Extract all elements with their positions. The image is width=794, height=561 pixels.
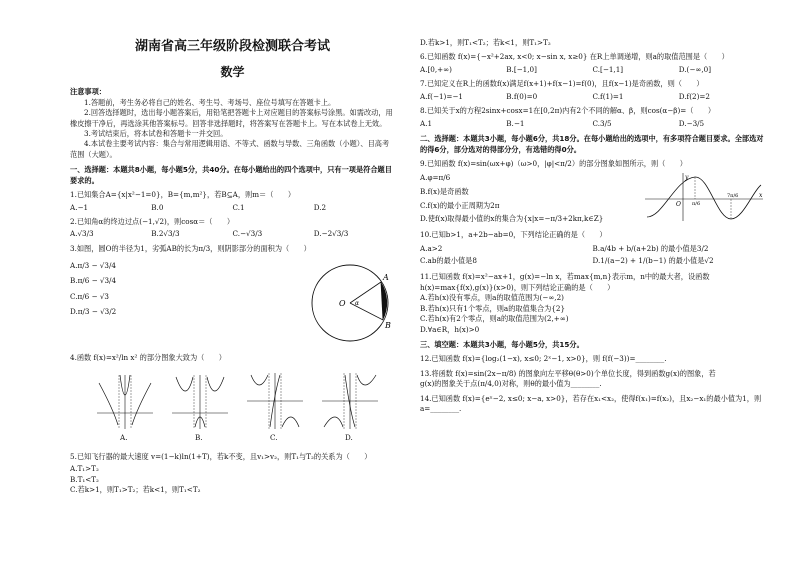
notice-item: 4.本试卷主要考试内容：集合与常用逻辑用语、不等式、函数与导数、三角函数（小题）、目高考范围（大题）。: [70, 139, 390, 159]
question-14: [420, 394, 765, 415]
question-12: [420, 354, 765, 364]
question-10: [420, 230, 765, 268]
option-b: B.−1: [506, 118, 525, 128]
exam-subject: 数学: [220, 64, 245, 79]
option-c: C.若k>1，则T₁>T₂；若k<1，则T₁<T₂: [70, 485, 201, 495]
sine-graph: [645, 171, 765, 223]
graph-a: [95, 371, 155, 431]
question-stem: 2.已知角α的终边过点(−1,√2)，则cosα＝（ ）: [70, 217, 235, 227]
question-4: [70, 353, 395, 448]
graph-label-d: D.: [345, 432, 353, 442]
question-stem: 3.如图，圆O的半径为1，劣弧AB的长为π/3，则阴影部分的面积为（ ）: [70, 243, 311, 253]
graph-label-c: C.: [270, 432, 278, 442]
option-a: A.T₁>T₂: [70, 464, 99, 474]
question-stem: 12.已知函数 f(x)={log₂(1−x), x≤0; 2ˣ−1, x>0}，则 f(f(−3))=________.: [420, 354, 667, 364]
option-b: B.a/4b + b/(a+2b) 的最小值是3/2: [592, 243, 709, 253]
question-stem: 6.已知函数 f(x)={−x²+2ax, x<0; x−sin x, x≥0} 在R上单调递增，则a的取值范围是（ ）: [420, 52, 729, 62]
option-b: B.T₁<T₂: [70, 474, 99, 484]
graph-d: [320, 371, 380, 431]
question-stem: 13.将函数 f(x)=sin(2x−π/8) 的图象向左平移θ(θ>0)个单位长度，得到函数g(x)的图象，若: [420, 368, 716, 378]
graph-b: [170, 371, 230, 431]
question-5: [70, 452, 395, 496]
notice-header: 注意事项：: [70, 87, 106, 97]
option-a: A.−1: [70, 202, 89, 212]
label-b: B: [385, 320, 391, 330]
question-8: [420, 106, 765, 129]
question-stem: 1.已知集合A={x|x²−1=0}，B={m,m²}，若B⊆A，则m＝（ ）: [70, 190, 296, 200]
section-one-header: 一、选择题：本题共8小题，每小题5分，共40分。在每小题给出的四个选项中，只有一项是符合题目要求的。: [70, 165, 392, 185]
option-d: D.π/3 − √3/2: [70, 306, 117, 316]
option-c: C.1: [232, 202, 245, 212]
option-c: C.f(1)=1: [592, 91, 624, 101]
question-3: [70, 244, 395, 349]
graph-origin: O: [676, 200, 681, 208]
section-two-header: 二、选择题：本题共3小题，每小题6分，共18分。在每小题给出的选项中，有多项符合题目要求。全部选对的得6分，部分选对的得部分分，有选错的得0分。: [420, 134, 764, 154]
option-c: C.[−1,1]: [592, 64, 624, 74]
question-13: [420, 369, 765, 390]
option-d: D.∀a∈R，h(x)>0: [420, 324, 480, 334]
circle-figure: [305, 258, 395, 348]
option-d: D.−2√3/3: [313, 229, 349, 239]
option-d: D.2: [313, 202, 327, 212]
question-11: [420, 272, 765, 335]
option-a: A.1: [420, 118, 433, 128]
option-b: B.f(0)=0: [506, 91, 538, 101]
option-a: A.若h(x)没有零点，则a的取值范围为(−∞,2): [420, 293, 564, 303]
question-stem-cont: g(x)的图象关于点(π/4,0)对称，则θ的最小值为________.: [420, 379, 602, 389]
graph-label-b: B.: [195, 432, 203, 442]
question-stem: 10.已知b>1，a+2b−ab=0，下列结论正确的是（ ）: [420, 230, 607, 240]
exam-title: 湖南省高三年级阶段检测联合考试: [134, 39, 330, 54]
notice-item: 1.答题前，考生务必将自己的姓名、考生号、考场号、座位号填写在答题卡上。: [84, 97, 336, 107]
option-a: A.f(−1)=−1: [420, 91, 463, 101]
option-c: C.若h(x)有2个零点，则a的取值范围为(2,+∞): [420, 314, 569, 324]
option-b: B.若h(x)只有1个零点，则a的取值集合为{2}: [420, 303, 566, 313]
label-a: A: [383, 272, 389, 282]
option-a: A.a>2: [420, 243, 443, 253]
question-1: [70, 190, 395, 213]
option-c: C.π/6 − √3: [70, 291, 109, 301]
option-c: C.3/5: [592, 118, 612, 128]
question-6: [420, 52, 765, 75]
notice-item: 2.回答选择题时，选出每小题答案后，用铅笔把答题卡上对应题目的答案标号涂黑。如需改动，用橡皮擦干净后，再选涂其他答案标号。回答非选择题时，将答案写在答题卡上。写在本试卷上无效。: [70, 108, 393, 128]
option-a: A.[0,+∞): [420, 64, 452, 74]
question-stem: 9.已知函数 f(x)=sin(ωx+φ)（ω>0，|φ|<π/2）的部分图象如图所示，则（ ）: [420, 158, 687, 168]
question-stem: 14.已知函数 f(x)={eˣ−2, x≤0; x−a, x>0}，若存在x₁<x₂，使得f(x₁)=f(x₂)，且x₂−x₁的最小值为1，则: [420, 393, 762, 403]
question-stem: 7.已知定义在R上的函数f(x)满足f(x+1)+f(x−1)=f(0)，且f(x−1)是奇函数，则（ ）: [420, 79, 704, 89]
question-7: [420, 79, 765, 102]
option-b: B.[−1,0]: [506, 64, 537, 74]
graph-label-a: A.: [120, 432, 128, 442]
option-c: C.−√3/3: [232, 229, 263, 239]
question-stem: 11.已知函数 f(x)=x²−ax+1，g(x)=−ln x，若max{m,n}表示m，n中的最大者，设函数 h(x)=max{f(x),g(x)}(x>0)，则下列结论正确的是（ ）: [420, 272, 710, 292]
option-b: B.0: [151, 202, 164, 212]
option-b: B.f(x)是奇函数: [420, 187, 469, 197]
option-d: D.f(2)=2: [678, 91, 710, 101]
question-stem-cont: a=________.: [420, 404, 462, 414]
question-2: [70, 217, 395, 240]
section-three-header: 三、填空题：本题共3小题，每小题5分，共15分。: [420, 340, 584, 350]
question-stem: 8.已知关于x的方程2sinx+cosx=1在[0,2π)内有2个不同的解α、β，则cos(α−β)=（ ）: [420, 106, 716, 116]
axis-y: y: [685, 173, 689, 181]
label-alpha: α: [355, 299, 360, 307]
graph-c: [245, 371, 305, 431]
option-d: D.−3/5: [678, 118, 705, 128]
option-b: B.2√3/3: [151, 229, 180, 239]
left-column: [70, 0, 395, 496]
question-stem: 4.函数 f(x)=x²/ln x² 的部分图象大致为（ ）: [70, 352, 226, 362]
notice-item: 3.考试结束后，将本试卷和答题卡一并交回。: [84, 128, 228, 138]
axis-x: x: [759, 191, 763, 199]
option-a: A.√3/3: [70, 229, 94, 239]
question-9: [420, 159, 765, 226]
option-a: A.π/3 − √3/4: [70, 261, 116, 271]
option-d: D.1/(a−2) + 1/(b−1) 的最小值是√2: [592, 256, 714, 266]
option-b: B.π/6 − √3/4: [70, 276, 117, 286]
option-a: A.φ=π/6: [420, 173, 451, 183]
q5-option-d: D.若k>1，则T₁<T₂；若k<1，则T₁>T₂: [420, 38, 551, 47]
option-c: C.ab的最小值是8: [420, 256, 477, 266]
tick-7pi-6: 7π/6: [727, 192, 739, 199]
tick-pi-6: π/6: [692, 200, 701, 207]
label-o: O: [339, 298, 346, 308]
option-d: D.(−∞,0]: [678, 64, 712, 74]
option-c: C.f(x)的最小正周期为2π: [420, 200, 500, 210]
right-column: [420, 38, 765, 415]
question-stem: 5.已知飞行器的最大速度 v=(1−k)ln(1+T)，若k不变，且v₁>v₂，则T₁与T₂的关系为（ ）: [70, 451, 372, 461]
option-d: D.使f(x)取得最小值的x的集合为{x|x=−π/3+2kπ,k∈Z}: [420, 214, 604, 224]
